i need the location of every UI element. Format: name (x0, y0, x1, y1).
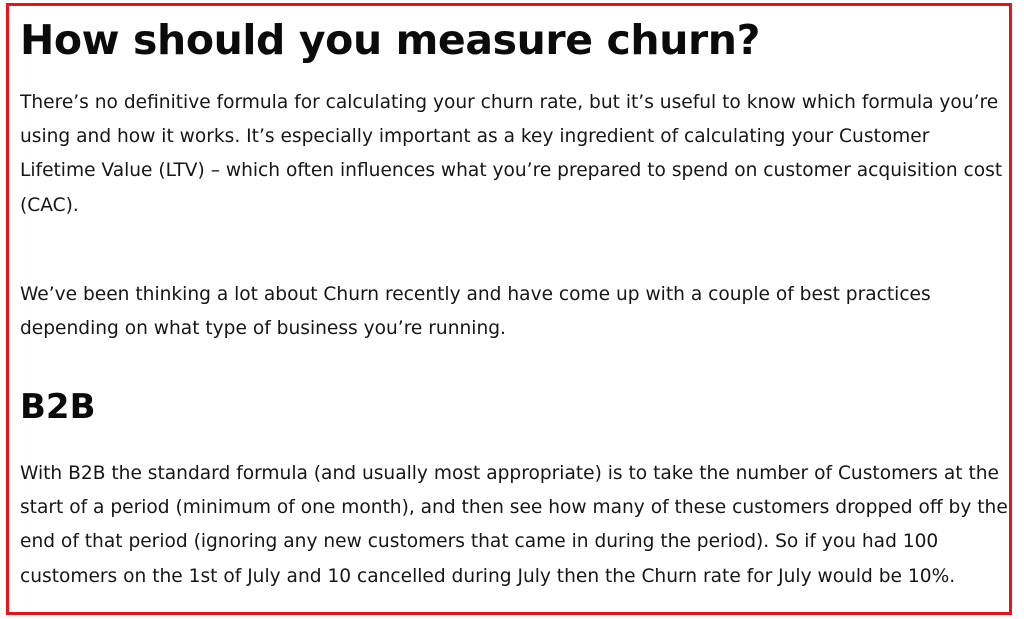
intro-paragraph: There’s no definitive formula for calculating your churn rate, but it’s useful to know which formula you’re using and how it works. It’s especially important as a key ingredient of calculating your Customer Lifetime Value (LTV) – which often influences what you’re prepared to spend on customer acquisition cost (CAC). (20, 92, 1003, 216)
b2b-paragraph: With B2B the standard formula (and usually most appropriate) is to take the number of Customers at the start of a period (minimum of one month), and then see how many of these customers dropped off by the end of that period (ignoring any new customers that came in during the period). So if you had 100 customers on the 1st of July and 10 cancelled during July then the Churn rate for July would be 10%. (20, 463, 1008, 587)
article-title: How should you measure churn? (20, 16, 760, 64)
best-practices-paragraph: We’ve been thinking a lot about Churn recently and have come up with a couple of best practices depending on what type of business you’re running. (20, 284, 931, 340)
section-heading-b2b: B2B (20, 387, 96, 427)
highlight-frame (6, 3, 1012, 615)
